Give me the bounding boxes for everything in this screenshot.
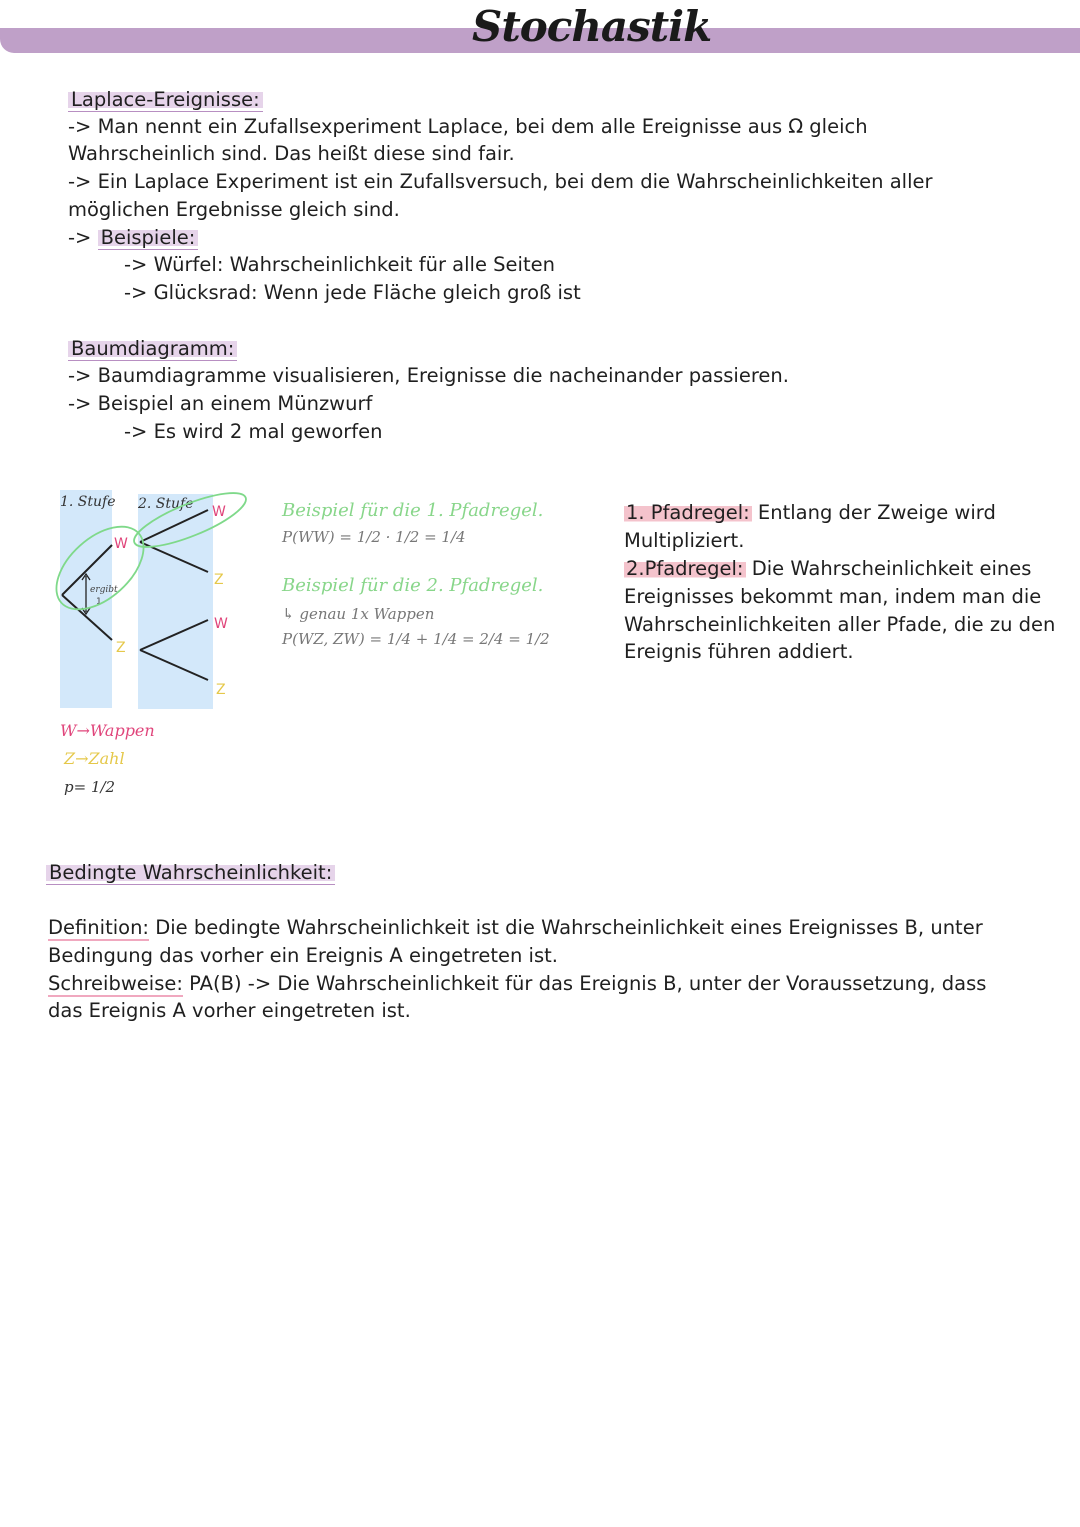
laplace-line-2: Wahrscheinlich sind. Das heißt diese sind fair. bbox=[68, 142, 515, 165]
schreibweise-line-2: das Ereignis A vorher eingetreten ist. bbox=[48, 999, 411, 1022]
tree-node-ww: W bbox=[212, 504, 226, 520]
laplace-line-1 bbox=[68, 113, 868, 141]
laplace-example-1: -> Würfel: Wahrscheinlichkeit für alle Seiten bbox=[124, 253, 555, 276]
baum-line-3: -> Es wird 2 mal geworfen bbox=[124, 420, 383, 443]
laplace-line-1-text: -> Man nennt ein Zufallsexperiment Laplace, bei dem alle Ereignisse aus bbox=[68, 115, 783, 138]
rule-2-line bbox=[624, 555, 1031, 583]
schreibweise-text: PA(B) -> Die Wahrscheinlichkeit für das Ereignis B, unter der Voraussetzung, dass bbox=[182, 972, 987, 995]
pfadregel-1-example-title: Beispiel für die 1. Pfadregel. bbox=[282, 500, 544, 521]
laplace-examples-line bbox=[68, 224, 198, 252]
rule-2-line-3: Wahrscheinlichkeiten aller Pfade, die zu den bbox=[624, 613, 1056, 636]
rule-1-text: Entlang der Zweige wird bbox=[751, 501, 996, 524]
ergibt-value: 1 bbox=[96, 597, 102, 607]
laplace-heading-line bbox=[68, 86, 263, 114]
laplace-line-3: -> Ein Laplace Experiment ist ein Zufallsversuch, bei dem die Wahrscheinlichkeiten aller bbox=[68, 170, 933, 193]
rule-2-line-4: Ereignis führen addiert. bbox=[624, 640, 854, 663]
pfadregel-2-example-title: Beispiel für die 2. Pfadregel. bbox=[282, 575, 544, 596]
definition-text: Die bedingte Wahrscheinlichkeit ist die Wahrscheinlichkeit eines Ereignisses B, unter bbox=[149, 916, 983, 939]
laplace-line-1-end: gleich bbox=[803, 115, 868, 138]
laplace-line-4: möglichen Ergebnisse gleich sind. bbox=[68, 198, 400, 221]
definition-line bbox=[48, 914, 983, 942]
tree-node-z: Z bbox=[116, 640, 126, 656]
stufe-2-label: 2. Stufe bbox=[138, 496, 194, 512]
tree-node-w: W bbox=[114, 536, 128, 552]
page-title: Stochastik bbox=[472, 2, 712, 51]
legend-zahl: Z→Zahl bbox=[64, 749, 125, 768]
baum-line-2: -> Beispiel an einem Münzwurf bbox=[68, 392, 373, 415]
rule-2-text: Die Wahrscheinlichkeit eines bbox=[745, 557, 1032, 580]
rule-2-line-2: Ereignisses bekommt man, indem man die bbox=[624, 585, 1042, 608]
pfadregel-2-example-formula: P(WZ, ZW) = 1/4 + 1/4 = 2/4 = 1/2 bbox=[282, 630, 550, 648]
baum-heading-line bbox=[68, 335, 237, 363]
bedingt-heading-line bbox=[46, 859, 335, 887]
definition-line-2: Bedingung das vorher ein Ereignis A eingetreten ist. bbox=[48, 944, 558, 967]
laplace-heading: Laplace-Ereignisse: bbox=[68, 88, 263, 112]
schreibweise-label: Schreibweise: bbox=[48, 972, 183, 995]
schreibweise-line bbox=[48, 970, 986, 998]
tree-node-zz: Z bbox=[216, 682, 226, 698]
omega-symbol: Ω bbox=[788, 115, 804, 138]
tree-node-zw: W bbox=[214, 616, 228, 632]
baum-line-1: -> Baumdiagramme visualisieren, Ereignisse die nacheinander passieren. bbox=[68, 364, 789, 387]
rule-1-line-2: Multipliziert. bbox=[624, 529, 745, 552]
examples-arrow: -> bbox=[68, 226, 98, 249]
legend-wappen: W→Wappen bbox=[60, 721, 155, 740]
baum-heading: Baumdiagramm: bbox=[68, 337, 237, 361]
tree-node-wz: Z bbox=[214, 572, 224, 588]
legend-probability: p= 1/2 bbox=[64, 778, 116, 796]
ergibt-label: ergibt bbox=[90, 585, 118, 595]
rule-2-label: 2.Pfadregel: bbox=[626, 557, 744, 580]
pfadregel-1-example-formula: P(WW) = 1/2 · 1/2 = 1/4 bbox=[282, 528, 466, 546]
rule-1-label: 1. Pfadregel: bbox=[626, 501, 750, 524]
bedingt-heading: Bedingte Wahrscheinlichkeit: bbox=[46, 861, 335, 885]
tree-diagram bbox=[40, 480, 260, 810]
rule-1-line bbox=[624, 499, 996, 527]
laplace-example-2: -> Glücksrad: Wenn jede Fläche gleich groß ist bbox=[124, 281, 581, 304]
stufe-1-label: 1. Stufe bbox=[60, 494, 116, 510]
pfadregel-2-example-note: ↳ genau 1x Wappen bbox=[282, 605, 435, 623]
examples-label: Beispiele: bbox=[98, 226, 199, 250]
definition-label: Definition: bbox=[48, 916, 149, 939]
